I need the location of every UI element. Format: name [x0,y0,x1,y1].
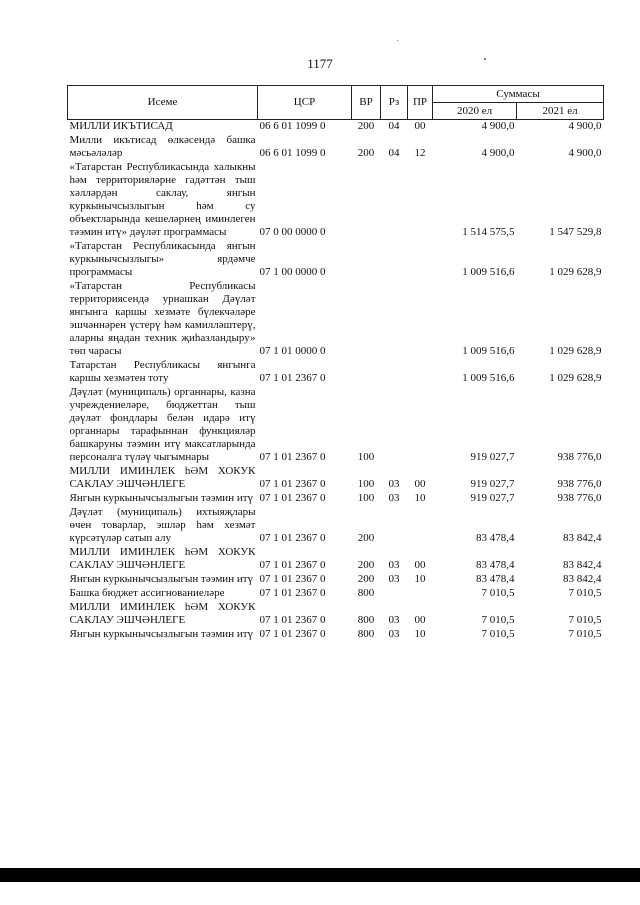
row-pr [408,359,433,386]
row-name: Янгын куркынычсызлыгын тәэмин итү [69,628,254,640]
row-name: Янгын куркынычсызлыгын тәэмин итү [69,492,254,504]
row-2021: 7 010,5 [568,587,602,599]
table-header [68,86,604,120]
row-2021: 1 029 628,9 [549,266,602,278]
row-rz [381,240,408,280]
row-vr: 200 [357,147,375,159]
table-row [68,601,604,628]
row-rz [381,161,408,240]
row-name: Татарстан Республикасы янгынга каршы хезмәтен тоту [69,359,256,384]
scan-bottom-edge [0,868,640,882]
page-number: 1177 [307,56,333,71]
row-csr: 07 1 01 2367 0 [259,587,326,599]
row-vr [352,359,381,386]
row-2021: 1 547 529,8 [549,226,602,238]
row-csr: 07 1 01 2367 0 [259,372,326,384]
row-pr: 12 [414,147,426,159]
scan-speck [397,40,398,41]
row-rz: 03 [388,492,400,504]
row-name: «Татарстан Республикасында янгын куркынычсызлыгы» ярдәмче программасы [69,240,256,278]
row-pr: 00 [414,559,426,571]
row-pr: 10 [414,573,426,585]
row-csr: 07 1 00 0000 0 [259,266,326,278]
table-row [68,506,604,546]
table-row [68,359,604,386]
row-2021: 4 900,0 [568,120,602,132]
row-2020: 1 009 516,6 [462,266,515,278]
row-name: Янгын куркынычсызлыгын тәэмин итү [69,573,254,585]
row-2020: 919 027,7 [470,451,515,463]
table-row [68,573,604,587]
table-row [68,120,604,135]
scan-speck [484,58,486,60]
row-vr: 800 [357,628,375,640]
table-row [68,587,604,601]
row-name: МИЛЛИ ИМИНЛЕК һӘМ ХОКУК САКЛАУ ЭШЧӘНЛЕГЕ [69,546,256,571]
row-name: МИЛЛИ ИМИНЛЕК һӘМ ХОКУК САКЛАУ ЭШЧӘНЛЕГЕ [69,601,256,626]
row-2020: 4 900,0 [481,147,515,159]
row-2020: 4 900,0 [481,120,515,132]
header-csr: ЦСР [258,86,352,120]
row-pr [408,240,433,280]
row-name: Дәүләт (муниципаль) ихтыяҗлары өчен товарлар, эшләр һәм хезмәт күрсәтүләр сатып алу [69,506,256,544]
table-row [68,134,604,161]
row-rz: 03 [388,573,400,585]
row-vr: 100 [357,451,375,463]
row-csr: 07 1 01 0000 0 [259,345,326,357]
row-csr: 06 6 01 1099 0 [259,147,326,159]
table-row [68,240,604,280]
row-name: МИЛЛИ ИКЪТИСАД [69,120,173,132]
row-2020: 1 009 516,6 [462,345,515,357]
row-rz: 03 [388,559,400,571]
row-vr: 100 [357,478,375,490]
row-csr: 07 1 01 2367 0 [259,532,326,544]
row-csr: 07 0 00 0000 0 [259,226,326,238]
row-2020: 919 027,7 [470,478,515,490]
row-name: Башка бюджет ассигнованиеләре [69,587,225,599]
row-csr: 07 1 01 2367 0 [259,492,326,504]
row-vr: 200 [357,120,375,132]
row-pr: 00 [414,120,426,132]
header-vr: ВР [352,86,381,120]
table-row [68,546,604,573]
row-2020: 7 010,5 [481,587,515,599]
row-pr [408,587,433,601]
row-rz [381,280,408,359]
header-rz: Рз [381,86,408,120]
row-pr [408,280,433,359]
row-2021: 83 842,4 [563,532,602,544]
row-rz: 03 [388,628,400,640]
row-vr: 200 [357,573,375,585]
row-vr: 800 [357,614,375,626]
row-csr: 07 1 01 2367 0 [259,628,326,640]
header-2021: 2021 ел [517,103,604,120]
row-rz: 03 [388,614,400,626]
row-csr: 07 1 01 2367 0 [259,451,326,463]
row-2021: 938 776,0 [557,478,602,490]
header-sums: Суммасы [433,86,604,103]
row-name: «Татарстан Республикасы территориясендә урнашкан Дәүләт янгынга каршы хезмәте бүлекчәләре эшчәннәрен үстерү һәм камилләштерү, аларны яңадан техник җиһазландыру» төп чарасы [69,280,256,357]
row-2021: 83 842,4 [563,573,602,585]
row-rz [381,359,408,386]
row-2021: 1 029 628,9 [549,372,602,384]
row-2021: 7 010,5 [568,614,602,626]
table-row [68,465,604,492]
row-2021: 83 842,4 [563,559,602,571]
row-2020: 919 027,7 [470,492,515,504]
row-2020: 1 514 575,5 [462,226,515,238]
row-2020: 83 478,4 [476,573,515,585]
row-csr: 07 1 01 2367 0 [259,559,326,571]
row-rz: 03 [388,478,400,490]
row-vr: 200 [357,559,375,571]
row-pr [408,161,433,240]
row-pr: 00 [414,614,426,626]
table-row [68,492,604,506]
header-2020: 2020 ел [433,103,517,120]
row-rz [381,386,408,465]
row-2020: 7 010,5 [481,614,515,626]
row-name: МИЛЛИ ИМИНЛЕК һӘМ ХОКУК САКЛАУ ЭШЧӘНЛЕГЕ [69,465,256,490]
row-2021: 1 029 628,9 [549,345,602,357]
row-vr: 100 [357,492,375,504]
row-pr: 10 [414,628,426,640]
row-rz: 04 [388,120,400,132]
table-row [68,628,604,642]
row-2020: 7 010,5 [481,628,515,640]
table-row [68,161,604,240]
row-2021: 4 900,0 [568,147,602,159]
row-pr: 00 [414,478,426,490]
row-vr [352,280,381,359]
table-row [68,386,604,465]
row-vr: 800 [357,587,375,599]
row-rz [381,587,408,601]
row-csr: 07 1 01 2367 0 [259,478,326,490]
row-2020: 83 478,4 [476,559,515,571]
row-csr: 07 1 01 2367 0 [259,614,326,626]
table-body [68,120,604,643]
row-name: «Татарстан Республикасында халыкны һәм территорияләрне гадәттән тыш хәлләрдән саклау, янгын куркынычсызлыгын һәм су объектларында кешеләрнең иминлеген тәэмин итү» дәүләт программасы [69,161,256,238]
row-pr [408,386,433,465]
row-2021: 938 776,0 [557,492,602,504]
row-rz [381,506,408,546]
row-vr [352,240,381,280]
row-rz: 04 [388,147,400,159]
row-2021: 7 010,5 [568,628,602,640]
budget-table [67,85,604,642]
header-pr: ПР [408,86,433,120]
row-vr [352,161,381,240]
row-2021: 938 776,0 [557,451,602,463]
row-csr: 06 6 01 1099 0 [259,120,326,132]
row-csr: 07 1 01 2367 0 [259,573,326,585]
header-name: Исеме [68,86,258,120]
row-2020: 83 478,4 [476,532,515,544]
row-2020: 1 009 516,6 [462,372,515,384]
table-row [68,280,604,359]
row-name: Дәүләт (муниципаль) органнары, казна учреждениеләре, бюджеттан тыш дәүләт фондлары белән идарә итү органнары тарафыннан функцияләр башкаруны тәэмин итү максатларында персоналга түләү чыгымнары [69,386,256,463]
row-vr: 200 [357,532,375,544]
row-pr [408,506,433,546]
row-name: Милли икътисад өлкәсендә башка мәсьәләләр [69,134,256,159]
row-pr: 10 [414,492,426,504]
